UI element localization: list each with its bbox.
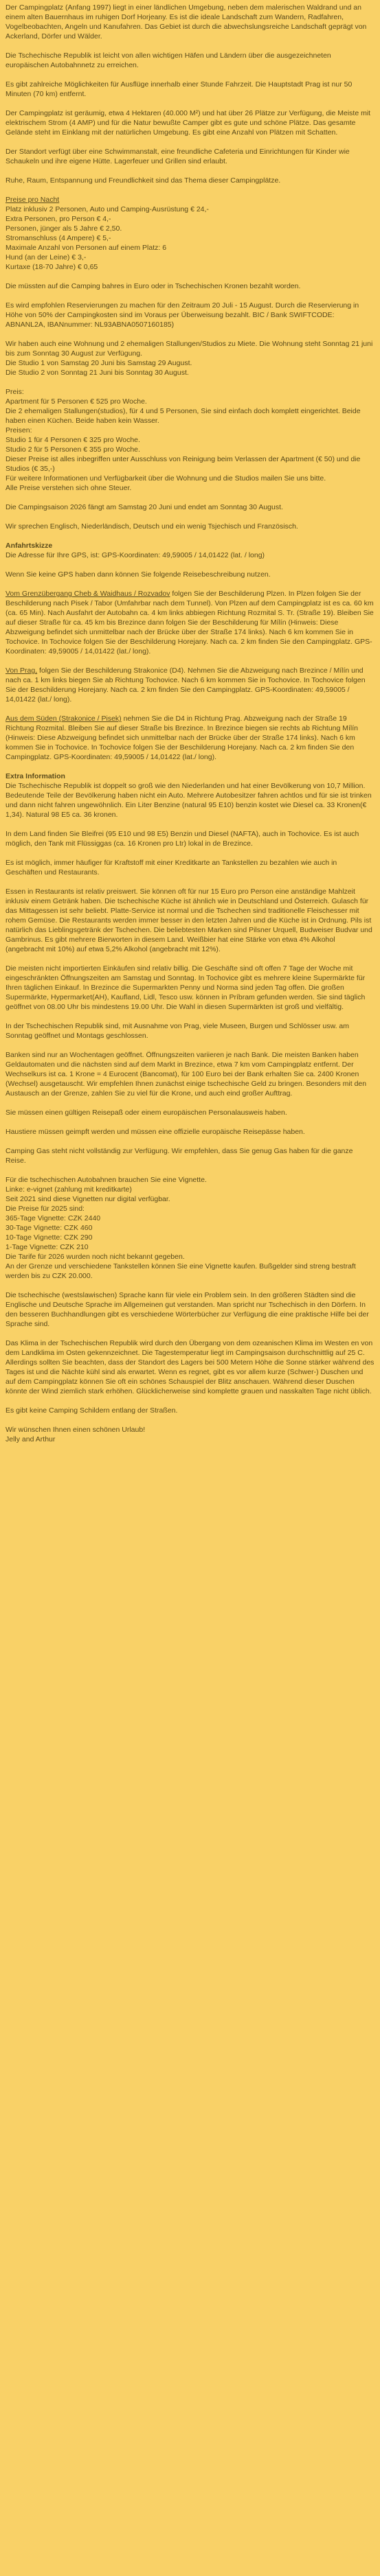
paragraph — [5, 387, 375, 493]
paragraph — [5, 666, 375, 704]
text-line: Haustiere müssen geimpft werden und müssen eine offizielle europäische Reisepässe haben. — [5, 1128, 305, 1136]
text-line: Studio 1 für 4 Personen € 325 pro Woche. — [5, 436, 140, 444]
paragraph — [5, 522, 375, 531]
text-line: Wir sprechen Englisch, Niederländisch, Deutsch und ein wenig Tsjechisch und Französisch. — [5, 522, 298, 531]
paragraph — [5, 829, 375, 848]
text-line: Die Preise für 2025 sind: — [5, 1205, 85, 1213]
text-line: Die Studio 1 von Samstag 20 Juni bis Samstag 29 August. — [5, 359, 192, 367]
paragraph — [5, 858, 375, 877]
paragraph — [5, 570, 375, 579]
text-line: Maximale Anzahl von Personen auf einem Platz: 6 — [5, 244, 167, 252]
paragraph — [5, 176, 375, 185]
paragraph — [5, 1338, 375, 1396]
text-line: Das Klima in der Tschechischen Republik wird durch den Übergang von dem ozeanischen Klima im Westen en von dem Landklima im Osten gekennzeichnet. Die Tagestemperatur liegt im Campingsaison durchschnittlig auf 25 C. Allerdings sollten Sie beachten, dass der Standort des Lagers bei 500 Metern Höhe die Sonne stärker während des Tages ist und die Nächte kühl sind als erwartet. Wenn es regnet, gibt es vor allem kurze (Schwer-) Duschen und auf dem Campingplatz können Sie oft ein schönes Schauspiel der Blitz anschauen. Während dieser Duschen könnte der Wind ziemlich stark erhöhen. Glücklicherweise sind komplette grauen und nasskalten Tage nicht üblich. — [5, 1339, 375, 1395]
text-line: 365-Tage Vignette: CZK 2440 — [5, 1214, 101, 1222]
text-line: Für weitere Informationen und Verfügbarkeit über die Wohnung und die Studios mailen Sie uns bitte. — [5, 474, 326, 483]
text-line: Apartment für 5 Personen € 525 pro Woche. — [5, 397, 147, 406]
text-line: Hund (an der Leine) € 3,- — [5, 253, 87, 262]
text-line: Die Tschechische Republik ist doppelt so groß wie den Niederlanden und hat einer Bevölkerung von 10,7 Million. Bedeutende Teile der Bevölkerung haben nicht ein Auto. Mehrere Autobesitzer fahren achtlos und für sie ist trinken und dann nicht fahren ungewöhnlich. Ein Liter Benzine (natural 95 E10) benzin kostet wie Diesel ca. 33 Kronen(€ 1,34). Natural 98 E5 ca. 36 kronen. — [5, 782, 372, 819]
text-line: Jelly and Arthur — [5, 1435, 56, 1443]
text-line: Camping Gas steht nicht vollständig zur Verfügung. Wir empfehlen, dass Sie genug Gas haben für die ganze Reise. — [5, 1147, 353, 1165]
paragraph — [5, 502, 375, 512]
paragraph — [5, 3, 375, 41]
text-line: Wir wünschen Ihnen einen schönen Urlaub! — [5, 1426, 146, 1434]
paragraph — [5, 1108, 375, 1117]
paragraph — [5, 147, 375, 166]
text-line: Wir haben auch eine Wohnung und 2 ehemaligen Stallungen/Studios zu Miete. Die Wohnung steht Sonntag 21 juni bis zum Sonntag 30 August zur Verfügung. — [5, 340, 373, 358]
paragraph — [5, 80, 375, 99]
text-line: 10-Tage Vignette: CZK 290 — [5, 1233, 93, 1242]
text-line: Extra Personen, pro Person € 4,- — [5, 215, 111, 223]
text-line: folgen Sie der Beschilderung Plzen. In Plzen folgen Sie der Beschilderung nach Pisek / Tabor (Umfahrbar nach dem Tunnel). Von Plzen auf dem Campingplatz ist es ca. 60 km (ca. 65 Min). Nach Ausfahrt der Autobahn ca. 4 km links abbiegen Richtung Rozmital S. Tr. (Straße 19). Bleiben Sie auf dieser Straße für ca. 45 km bis Brezince dann folgen Sie der Beschilderung für Mílín (Hinweis: Diese Abzweigung befindet sich unmittelbar nach der Brücke über der Straße 174 links). Nach 6 km kommen Sie in Tochovice. In Tochovice folgen Sie der Beschilderung Horejany. Nach ca. 2 km finden Sie den Campingplatz. GPS-Koordinaten: 49,59005 / 14,01422 (lat./ long). — [5, 590, 374, 655]
text-line: Preis: — [5, 388, 24, 396]
text-line: Die 2 ehemaligen Stallungen(studios), für 4 und 5 Personen, Sie sind einfach doch komplett eingerichtet. Beide haben einen Küchen. Beide haben kein Wasser. — [5, 407, 361, 425]
text-line: An der Grenze und verschiedene Tankstellen können Sie eine Vignette kaufen. Bußgelder sind streng bestraft werden bis zu CZK 20.000. — [5, 1262, 356, 1280]
text-line: 30-Tage Vignette: CZK 460 — [5, 1224, 93, 1232]
paragraph — [5, 108, 375, 137]
paragraph — [5, 51, 375, 70]
route-heading[interactable]: Von Prag, — [5, 666, 38, 675]
text-line: Es ist möglich, immer häufiger für Kraftstoff mit einer Kreditkarte an Tankstellen zu bezahlen wie auch in Geschäften und Restaurants. — [5, 859, 337, 877]
text-line: Seit 2021 sind diese Vignetten nur digital verfügbar. — [5, 1195, 170, 1203]
text-line: Die tschechische (westslawischen) Sprache kann für viele ein Problem sein. In den größeren Städten sind die Englische und Deutsche Sprache im Allgemeinen gut verstanden. Man spricht nur Tschechisch in den Dörfern. In den besseren Buchhandlungen gibt es verschiedene Wörterbücher zur Verfügung die eine praktische Hilfe bei der Sprache sind. — [5, 1291, 369, 1328]
prices-heading[interactable]: Preise pro Nacht — [5, 196, 60, 204]
paragraph — [5, 887, 375, 954]
route-heading[interactable]: Aus dem Süden (Strakonice / Pisek) — [5, 715, 122, 723]
text-line: Es wird empfohlen Reservierungen zu machen für den Zeitraum 20 Juli - 15 August. Durch die Reservierung in Höhe von 50% der Campingkosten sind im Voraus per Überweisung bezahlt. BIC / Bank SWIFTCODE: ABNANL2A, IBANnummer: NL93ABNA0507160185) — [5, 301, 359, 329]
text-line: Die Campingsaison 2026 fängt am Samstag 20 Juni und endet am Sonntag 30 August. — [5, 503, 283, 511]
directions-heading: Anfahrtskizze — [5, 542, 53, 550]
paragraph — [5, 1146, 375, 1165]
paragraph — [5, 339, 375, 378]
text-line: Der Standort verfügt über eine Schwimmanstalt, eine freundliche Cafeteria und Einrichtungen für Kinder wie Schaukeln und ihre eigene Hütte. Lagerfeuer und Grillen sind erlaubt. — [5, 148, 350, 165]
route-heading[interactable]: Vom Grenzübergang Cheb & Waidhaus / Rozvadov — [5, 590, 170, 598]
paragraph — [5, 1406, 375, 1415]
text-line: Die Studio 2 von Sonntag 21 Juni bis Sonntag 30 August. — [5, 369, 189, 377]
text-line: Preisen: — [5, 426, 32, 434]
text-line: Studio 2 für 5 Personen € 355 pro Woche. — [5, 445, 140, 454]
text-line: nehmen Sie die D4 in Richtung Prag. Abzweigung nach der Straße 19 Richtung Rozmital. Bleiben Sie auf dieser Straße bis Brezince. In Brezince biegen sie rechts ab Richtung Mílín (Hinweis: Diese Abzweigung befindet sich unmittelbar nach der Brücke über der Straße 174 links). Nach 6 km kommen Sie in Tochovice. In Tochovice folgen Sie der Beschilderung Horejany. Nach ca. 2 km finden Sie den Campingplatz. GPS-Koordinaten: 49,59005 / 14,01422 (lat./ long). — [5, 715, 359, 761]
paragraph — [5, 541, 375, 560]
paragraph — [5, 1175, 375, 1281]
text-line: folgen Sie der Beschilderung Strakonice (D4). Nehmen Sie die Abzweigung nach Brezince / Mílín und nach ca. 1 km links biegen Sie ab Richtung Tochovice. Nach 6 km kommen Sie in Tochovice. In Tochovice folgen Sie der Beschilderung Horejany. Nach ca. 2 km finden Sie den Campingplatz. GPS-Koordinaten: 49,59005 / 14,01422 (lat./ long). — [5, 666, 366, 704]
paragraph — [5, 301, 375, 329]
text-line: Kurtaxe (18-70 Jahre) € 0,65 — [5, 263, 98, 271]
paragraph — [5, 1127, 375, 1137]
text-line: Die Tschechische Republik ist leicht von allen wichtigen Häfen und Ländern über die ausgezeichneten europäischen Autobahnnetz zu erreichen. — [5, 51, 331, 69]
text-line: Stromanschluss (4 Ampere) € 5,- — [5, 234, 111, 242]
text-line: 1-Tage Vignette: CZK 210 — [5, 1243, 89, 1251]
paragraph — [5, 964, 375, 1012]
text-line: Banken sind nur an Wochentagen geöffnet. Öffnungszeiten variieren je nach Bank. Die meisten Banken haben Geldautomaten und die nächsten sind auf dem Markt in Brezince, etwa 7 km vom Campingplatz entfernt. Der Wechselkurs ist ca. 1 Krone = 4 Eurocent (Bancomat), für 100 Euro bei der Bank erhalten Sie ca. 2400 Kronen (Wechsel) ausgetauscht. Wir empfehlen Ihnen zunächst einige tschechische Geld zu bringen. Besonders mit den Austausch an der Grenze, zahlen Sie zu viel für die Krone, und auch eind großer Aufttrag. — [5, 1051, 367, 1098]
extra-info-heading: Extra Information — [5, 772, 65, 780]
text-line: Alle Preise verstehen sich ohne Steuer. — [5, 484, 132, 492]
text-line: Es gibt keine Camping Schildern entlang der Straßen. — [5, 1406, 178, 1415]
text-line: Linke: e-vignet (zahlung mit kreditkarte) — [5, 1185, 132, 1194]
paragraph — [5, 771, 375, 820]
text-line: Die Tarife für 2026 wurden noch nicht bekannt gegeben. — [5, 1253, 185, 1261]
text-line: Wenn Sie keine GPS haben dann können Sie folgende Reisebeschreibung nutzen. — [5, 570, 271, 579]
paragraph — [5, 1290, 375, 1329]
text-line: Die müssten auf die Camping bahres in Euro oder in Tschechischen Kronen bezahlt worden. — [5, 282, 301, 290]
text-line: Platz inklusiv 2 Personen, Auto und Camping-Ausrüstung € 24,- — [5, 205, 209, 213]
paragraph — [5, 1425, 375, 1444]
text-line: Es gibt zahlreiche Möglichkeiten für Ausflüge innerhalb einer Stunde Fahrzeit. Die Hauptstadt Prag ist nur 50 Minuten (70 km) entfernt. — [5, 80, 353, 98]
text-line: Essen in Restaurants ist relativ preiswert. Sie können oft für nur 15 Euro pro Person eine anständige Mahlzeit inklusiv einem Getränk haben. Die tschechische Küche ist ähnlich wie in Deutschland und Österreich. Gulasch für das Mittagessen ist sehr beliebt. Platte-Service ist normal und die Tschechen sind traditionelle Fleischesser mit rohem Gemüse. Die Restaurants werden immer besser in den letzten Jahren und die Küche ist in Ordnung. Pils ist natürlich das Lieblingsgetränk der Tschechen. Die beliebtesten Marken sind Pilsner Urquell, Budweiser Budvar und Gambrinus. Es gibt mehrere Bierworten in diesem Land. Weißbier hat eine Stärke von etwa 4% Alkohol (angebracht mit 10%) auf etwa 5,2% Alkohol (angebracht mit 12%). — [5, 887, 372, 953]
text-line: Für die tschechischen Autobahnen brauchen Sie eine Vignette. — [5, 1176, 207, 1184]
paragraph — [5, 589, 375, 656]
text-line: Die meisten nicht importierten Einkäufen sind relativ billig. Die Geschäfte sind oft offen 7 Tage der Woche mit eingeschränkten Öffnungszeiten am Samstag und Sonntag. In Tochovice gibt es mehrere kleine Supermärkte für Ihren täglichen Einkauf. In Brezince die Supermarkten Penny und Norma sind jeden Tag offen. Die großen Supermärkte, Hypermarket(AH), Kaufland, Lidl, Tesco usw. können in Príbram gefunden werden. Sie sind täglich geöffnet von 08.00 Uhr bis mindestens 19.00 Uhr. Die Wahl in diesen Supermärkten ist groß und vielfältig. — [5, 964, 366, 1011]
text-line: In der Tschechischen Republik sind, mit Ausnahme von Prag, viele Museen, Burgen und Schlösser usw. am Sonntag geöffnet und Montags geschlossen. — [5, 1022, 349, 1040]
text-line: Ruhe, Raum, Entspannung und Freundlichkeit sind das Thema dieser Campingplätze. — [5, 176, 281, 185]
paragraph — [5, 195, 375, 272]
paragraph — [5, 281, 375, 291]
text-line: Personen, jünger als 5 Jahre € 2,50. — [5, 224, 122, 233]
text-line: Dieser Preise ist alles inbegriffen unter Ausschluss von Reinigung beim Verlassen der Apartment (€ 50) und die Studios (€ 35,-) — [5, 455, 361, 473]
text-line: In dem Land finden Sie Bleifrei (95 E10 und 98 E5) Benzin und Diesel (NAFTA), auch in Tochovice. Es ist auch möglich, den Tank mit Flüssiggas (ca. 16 Kronen pro Ltr) lokal in de Brezince. — [5, 830, 359, 848]
paragraph — [5, 714, 375, 762]
paragraph — [5, 1050, 375, 1098]
text-line: Die Adresse für Ihre GPS, ist: GPS-Koordinaten: 49,59005 / 14,01422 (lat. / long) — [5, 551, 265, 559]
text-line: Der Campingplatz ist geräumig, etwa 4 Hektaren (40.000 M²) und hat über 26 Plätze zur Verfügung, die Meiste mit elektrischem Strom (4 AMP) und für die Natur bewußte Camper gibt es gute und schöne Plätze. Das gesamte Gelände steht im Einklang mit der natürlichen Umgebung. Es gibt eine Anzahl von Plätzen mit Schatten. — [5, 109, 371, 137]
paragraph — [5, 1021, 375, 1041]
text-line: Der Campingplatz (Anfang 1997) liegt in einer ländlichen Umgebung, neben dem malerischen Waldrand und an einem alten Bauernhaus im ruhigen Dorf Horjeany. Es ist die ideale Landschaft zum Wandern, Radfahren, Vogelbeobachten, Angeln und Kanufahren. Das Gebiet ist durch die abwechslungsreiche Landschaft geprägt von Ackerland, Dörfer und Wälder. — [5, 3, 367, 40]
text-line: Sie müssen einen gültigen Reisepaß oder einem europäischen Personalausweis haben. — [5, 1109, 287, 1117]
